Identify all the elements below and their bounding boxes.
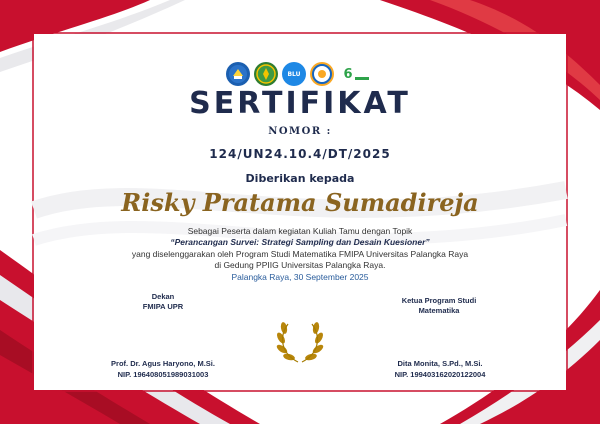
logo-row: [0, 62, 600, 86]
body-line-4: di Gedung PPIIG Universitas Palangka Raya.: [214, 260, 386, 270]
certificate-title: SERTIFIKAT: [189, 86, 411, 121]
kaprodi-nip: NIP. 199403162020122004: [394, 370, 486, 379]
place-date: Palangka Raya, 30 September 2025: [231, 272, 369, 282]
dekan-role-line1: Dekan: [151, 292, 175, 301]
body-line-3: yang diselenggarakan oleh Program Studi Matematika FMIPA Universitas Palangka Raya: [131, 249, 469, 259]
institution-logo-2: [254, 62, 278, 86]
recipient-name: Risky Pratama Sumadireja: [121, 188, 479, 217]
event-topic: “Perancangan Survei: Strategi Sampling dan Desain Kuesioner”: [170, 237, 430, 247]
institution-logo-4: [310, 62, 334, 86]
anniversary-logo: [338, 62, 374, 86]
signatory-kaprodi: [350, 358, 530, 380]
kaprodi-name: Dita Monita, S.Pd., M.Si.: [397, 359, 483, 368]
dekan-name: Prof. Dr. Agus Haryono, M.Si.: [111, 359, 215, 368]
signatory-role-kaprodi: [354, 296, 524, 316]
laurel-wreath-icon: [270, 318, 330, 366]
given-to-label: Diberikan kepada: [245, 172, 355, 185]
signatory-dekan: [73, 358, 253, 380]
blu-logo: [282, 62, 306, 86]
institution-logo-1: [226, 62, 250, 86]
kaprodi-role-line1: Ketua Program Studi: [401, 296, 477, 305]
nomor-label: NOMOR :: [268, 126, 332, 137]
kaprodi-role-line2: Matematika: [418, 306, 460, 315]
body-line-1: Sebagai Peserta dalam kegiatan Kuliah Tamu dengan Topik: [187, 226, 413, 236]
anniversary-logo-text: 6: [343, 66, 353, 82]
dekan-role-line2: FMIPA UPR: [142, 302, 184, 311]
blu-logo-text: BLU: [287, 70, 301, 78]
certificate-number: 124/UN24.10.4/DT/2025: [209, 147, 391, 161]
signatory-role-dekan: [78, 292, 248, 312]
dekan-nip: NIP. 196408051989031003: [117, 370, 209, 379]
